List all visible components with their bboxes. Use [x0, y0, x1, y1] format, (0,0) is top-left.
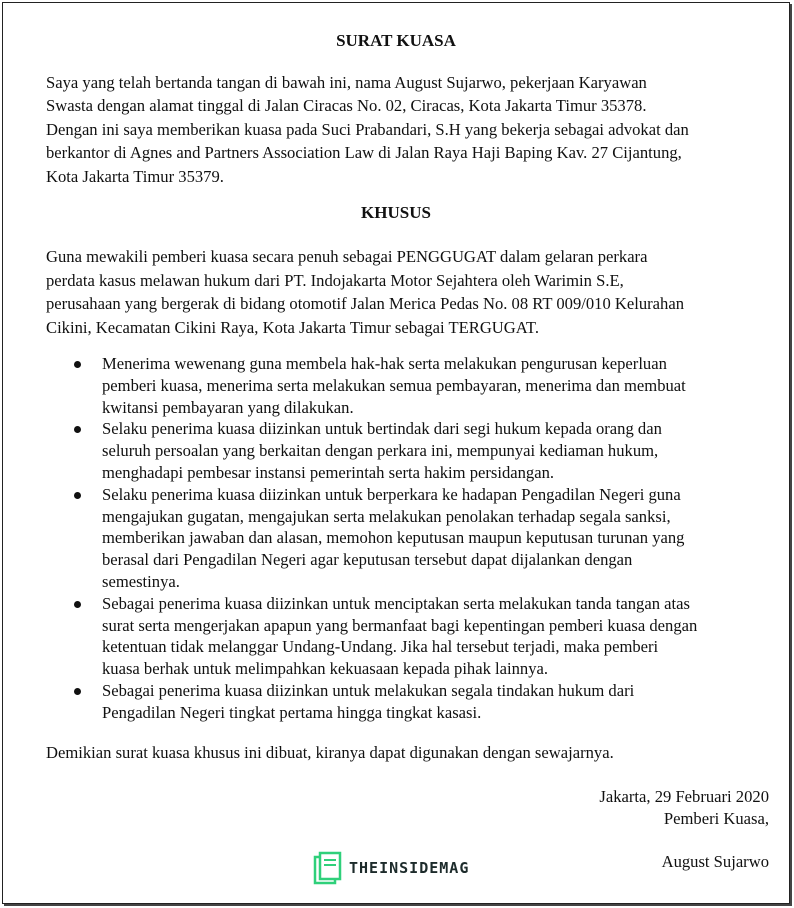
- purpose-line: perusahaan yang bergerak di bidang otomotif Jalan Merica Pedas No. 08 RT 009/010 Kelurahan: [46, 294, 684, 313]
- intro-line: Saya yang telah bertanda tangan di bawah ini, nama August Sujarwo, pekerjaan Karyawan: [46, 73, 647, 92]
- authority-item: [46, 353, 781, 418]
- authority-item-line: semestinya.: [102, 571, 180, 591]
- authority-item-line: menghadapi pembesar instansi pemerintah serta hakim persidangan.: [102, 462, 555, 482]
- purpose-line: Cikini, Kecamatan Cikini Raya, Kota Jakarta Timur sebagai TERGUGAT.: [46, 317, 539, 337]
- bullet-dot-icon: [74, 361, 81, 368]
- section-subtitle: KHUSUS: [361, 203, 431, 222]
- authority-item: [46, 418, 781, 483]
- authority-item: [46, 484, 781, 593]
- authority-item-line: berasal dari Pengadilan Negeri agar keputusan tersebut dapat dijalankan dengan: [102, 550, 633, 570]
- purpose-line: perdata kasus melawan hukum dari PT. Indojakarta Motor Sejahtera oleh Warimin S.E,: [46, 270, 624, 290]
- authority-item-line: kwitansi pembayaran yang dilakukan.: [102, 397, 354, 417]
- authority-item: [46, 680, 781, 724]
- authority-item: [46, 593, 781, 680]
- intro-line: Kota Jakarta Timur 35379.: [46, 166, 224, 186]
- authority-item-line: mengajukan gugatan, mengajukan serta melakukan penolakan terhadap segala sanksi,: [102, 506, 671, 526]
- bullet-dot-icon: [74, 426, 81, 433]
- signer-name: August Sujarwo: [661, 852, 769, 871]
- authority-item-line: seluruh persoalan yang berkaitan dengan perkara ini, mempunyai kediaman hukum,: [102, 441, 659, 461]
- watermark-logo: [313, 851, 469, 885]
- watermark-text: THEINSIDEMAG: [349, 859, 470, 877]
- letter-page: [2, 2, 790, 904]
- purpose-line: Guna mewakili pemberi kuasa secara penuh sebagai PENGGUGAT dalam gelaran perkara: [46, 247, 648, 266]
- document-title: SURAT KUASA: [336, 31, 456, 50]
- authority-item-line: ketentuan tidak melanggar Undang-Undang. Jika hal tersebut terjadi, maka pemberi: [102, 637, 659, 657]
- authority-item-line: pemberi kuasa, menerima serta melakukan semua pembayaran, menerima dan membuat: [102, 375, 686, 395]
- stacked-pages-icon: [313, 851, 343, 885]
- signer-role: Pemberi Kuasa,: [663, 809, 769, 828]
- bullet-dot-icon: [74, 688, 81, 695]
- authority-item-line: kuasa berhak untuk melimpahkan kekuasaan kepada pihak lainnya.: [102, 659, 549, 679]
- place-date: Jakarta, 29 Februari 2020: [599, 787, 769, 806]
- authority-item-line: Menerima wewenang guna membela hak-hak serta melakukan pengurusan keperluan: [102, 354, 667, 373]
- authority-item-line: Sebagai penerima kuasa diizinkan untuk menciptakan serta melakukan tanda tangan atas: [102, 593, 690, 613]
- authority-item-line: Sebagai penerima kuasa diizinkan untuk melakukan segala tindakan hukum dari: [102, 680, 635, 700]
- purpose-paragraph: [46, 245, 781, 339]
- closing-statement: Demikian surat kuasa khusus ini dibuat, kiranya dapat digunakan dengan sewajarnya.: [46, 743, 614, 762]
- bullet-dot-icon: [74, 492, 81, 499]
- authority-item-line: Pengadilan Negeri tingkat pertama hingga tingkat kasasi.: [102, 702, 482, 722]
- authority-item-line: surat serta mengerjakan apapun yang bermanfaat bagi kepentingan pemberi kuasa dengan: [102, 615, 698, 635]
- authority-item-line: Selaku penerima kuasa diizinkan untuk berperkara ke hadapan Pengadilan Negeri guna: [102, 484, 681, 504]
- authority-list: [46, 353, 781, 724]
- authority-item-line: Selaku penerima kuasa diizinkan untuk bertindak dari segi hukum kepada orang dan: [102, 419, 662, 439]
- intro-line: Swasta dengan alamat tinggal di Jalan Ciracas No. 02, Ciracas, Kota Jakarta Timur 35378.: [46, 96, 647, 116]
- intro-line: berkantor di Agnes and Partners Association Law di Jalan Raya Haji Baping Kav. 27 Cijantung,: [46, 143, 682, 163]
- authority-item-line: memberikan jawaban dan alasan, memohon keputusan maupun keputusan turunan yang: [102, 528, 685, 548]
- intro-line: Dengan ini saya memberikan kuasa pada Suci Prabandari, S.H yang bekerja sebagai advokat dan: [46, 119, 689, 139]
- intro-paragraph: [46, 71, 781, 188]
- bullet-dot-icon: [74, 601, 81, 608]
